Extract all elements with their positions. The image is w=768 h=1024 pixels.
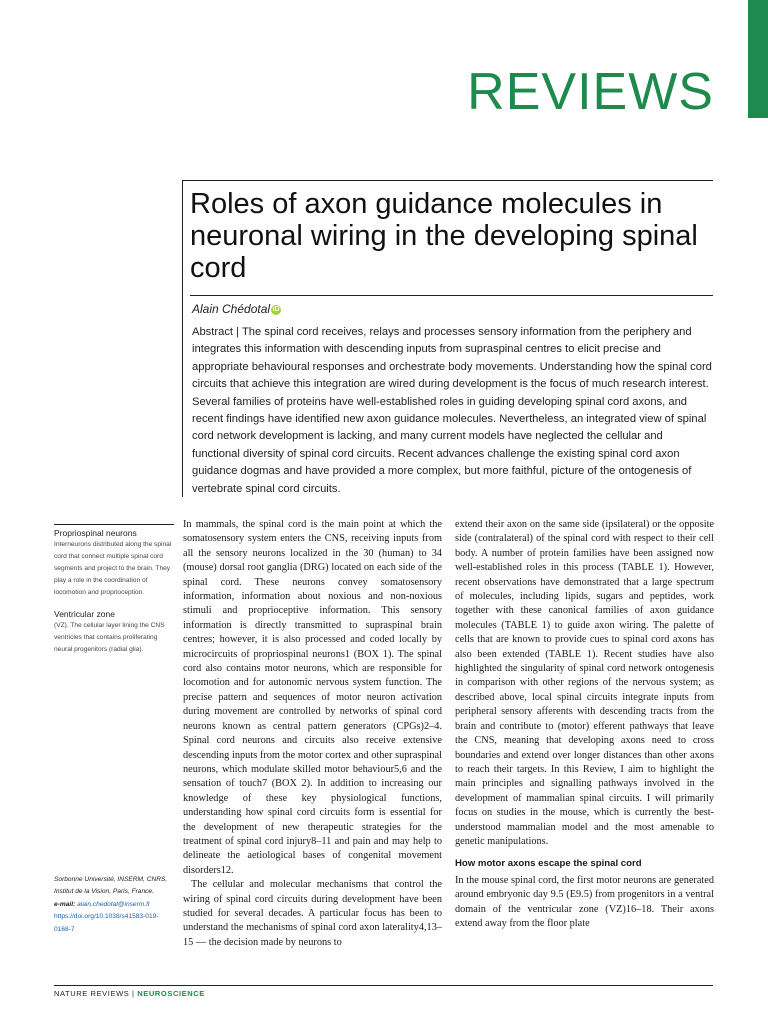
body-paragraph: In the mouse spinal cord, the first motor neurons are generated around embryonic day 9.5 (E9.5) from progenitors in a ventral domain of the ventricular zone (VZ)16–18. Their axons extend away from the floor plate xyxy=(455,874,714,929)
section-color-tab xyxy=(748,0,768,118)
abstract xyxy=(192,324,712,498)
body-column-right xyxy=(455,518,714,931)
article-title: Roles of axon guidance molecules in neuronal wiring in the developing spinal cord xyxy=(190,188,698,284)
glossary-definition: (VZ). The cellular layer lining the CNS ventricles that contains proliferating neural progenitors (radial glia). xyxy=(54,622,165,653)
email-link[interactable]: alain.chedotal@inserm.fr xyxy=(77,900,151,908)
glossary-rule xyxy=(54,524,174,525)
title-left-rule xyxy=(182,180,183,497)
footer-section: NEUROSCIENCE xyxy=(137,989,205,998)
affiliation-email-line xyxy=(54,899,174,911)
footer xyxy=(54,989,205,998)
section-heading: How motor axons escape the spinal cord xyxy=(455,858,642,870)
section-header: REVIEWS xyxy=(467,63,714,121)
glossary-sidebar xyxy=(54,524,174,666)
email-label: e-mail: xyxy=(54,900,78,908)
glossary-definition: Interneurons distributed along the spinal cord that connect multiple spinal cord segments and project to the brain. They play a role in the coordination of locomotion and proprioception. xyxy=(54,541,172,596)
footer-journal: NATURE REVIEWS | xyxy=(54,989,138,998)
author-name: Alain Chédotal xyxy=(192,302,271,316)
body-column-left xyxy=(183,518,442,950)
title-top-rule xyxy=(182,180,713,181)
abstract-label: Abstract | xyxy=(192,326,242,338)
glossary-term: Ventricular zone xyxy=(54,609,115,619)
body-paragraph: In mammals, the spinal cord is the main point at which the somatosensory system enters the CNS, receiving inputs from all the sensory neurons localized in the 30 (human) to 34 (mouse) dorsal root ganglia (DRG) located on each side of the spinal cord. These neurons convey somatosensory information, information about noxious and non-noxious stimuli and proprioceptive information. This sensory information is directly transmitted to supraspinal brain centres; however, it is also processed and coded locally by microcircuits of propriospinal neurons1 (BOX 1). The spinal cord also contains motor neurons, which are responsible for locomotion and for autonomic nervous system function. The precise pattern and sequences of motor neuron activation during movement are controlled by networks of spinal cord neurons known as central pattern generators (CPGs)2–4. Spinal cord neurons and circuits also receive extensive descending inputs from the motor cortex and other supraspinal neurons, which modulate skilled motor behaviour5,6 and the sensation of touch7 (BOX 2). In addition to increasing our knowledge of these key physiological functions, understanding how spinal cord circuits form is essential for the development of new therapeutic strategies for the treatment of spinal cord injury8–11 and pain and may help to delineate the aetiological bases of congenital movement disorders12. xyxy=(183,519,442,876)
author-line xyxy=(192,302,281,316)
affiliation xyxy=(54,874,174,936)
author-rule xyxy=(190,295,713,296)
orcid-icon[interactable]: iD xyxy=(272,305,280,313)
abstract-text: The spinal cord receives, relays and processes sensory information from the periphery and integrates this information with descending inputs from supraspinal centres to elicit precise and appropriate behavioural responses and orchestrate body movements. Understanding how the spinal cord circuits that achieve this integration are wired during development is the focus of much research interest. Several families of proteins have well-established roles in guiding developing spinal cord axons, and recent findings have identified new axon guidance molecules. Nevertheless, an integrated view of spinal cord network development is lacking, and many current models have neglected the cellular and functional diversity of spinal cord circuits. Recent advances challenge the existing spinal cord axon guidance dogmas and have provided a more complex, but more faithful, picture of the ontogenesis of vertebrate spinal cord circuits. xyxy=(192,326,712,495)
body-paragraph: The cellular and molecular mechanisms that control the wiring of spinal cord circuits during development have been studied for several decades. A particular focus has been to understand the mechanisms of spinal cord axon laterality4,13–15 — the decision made by neurons to xyxy=(183,879,442,948)
affiliation-institution: Sorbonne Université, INSERM, CNRS, Institut de la Vision, Paris, France. xyxy=(54,876,168,896)
body-paragraph: extend their axon on the same side (ipsilateral) or the opposite side (contralateral) of the spinal cord with respect to their cell body. A number of protein families have been assigned now well-established roles in this process (TABLE 1). However, recent observations have demonstrated that a large spectrum of molecules, including lipids, sugars and peptides, work together with these canonical families of axon guidance molecules (TABLE 1) to guide axon wiring. The palette of cells that are known to provide cues to spinal cord axons has also been extended (TABLE 1). Recent studies have also highlighted the singularity of spinal cord network ontogenesis in comparison with other regions of the nervous system; as described above, local spinal circuits integrate inputs from peripheral sensory afferents with descending tracts from the brain and contribute to (motor) efferent pathways that leave the CNS, meaning that developing axons need to cross boundaries and extend over longer distances than other axons to reach their targets. In this Review, I aim to highlight the main principles and signalling pathways involved in the development of mammalian spinal circuits. I will primarily focus on studies in the mouse, which is currently the best-understood mammalian model and the most amenable to genetic manipulations. xyxy=(455,519,714,847)
doi-link[interactable]: https://doi.org/10.1038/s41583-019-0168-7 xyxy=(54,913,159,933)
footer-rule xyxy=(54,985,713,986)
glossary-term: Propriospinal neurons xyxy=(54,528,137,538)
